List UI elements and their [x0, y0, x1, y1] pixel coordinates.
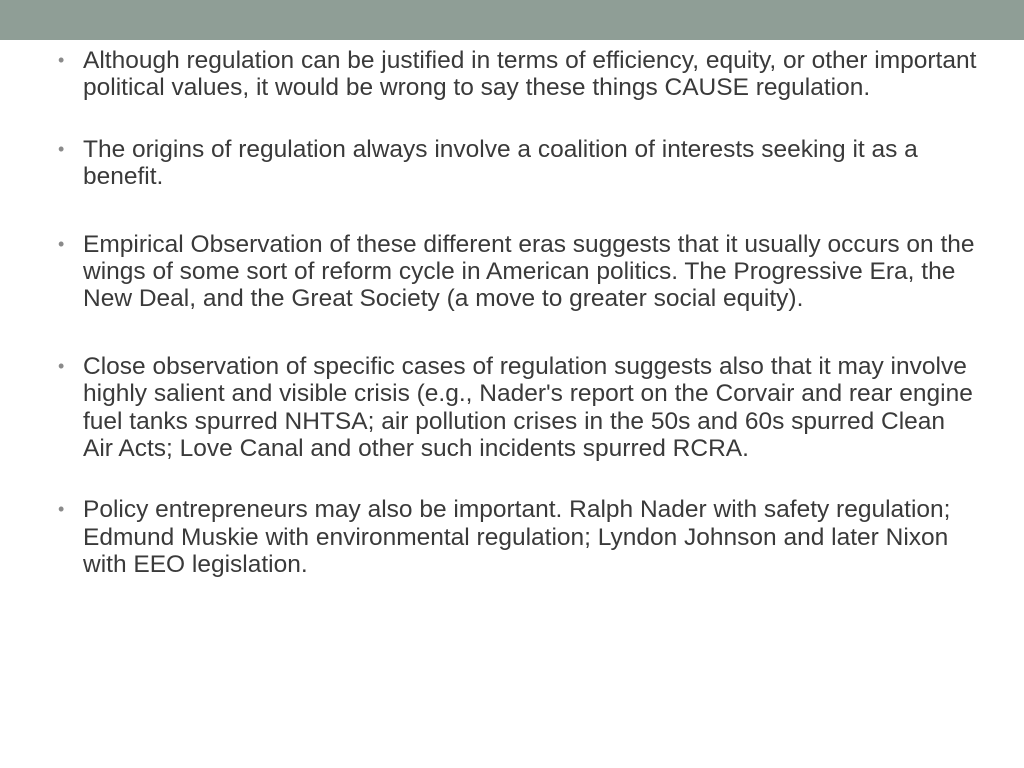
bullet-dot-icon: • — [58, 499, 65, 520]
bullet-item — [58, 231, 978, 313]
bullet-item — [58, 353, 978, 463]
bullet-text: Close observation of specific cases of regulation suggests also that it may involve highly salient and visible crisis (e.g., Nader's report on the Corvair and rear engine fuel tanks spurred NHTSA; air pollution crises in the 50s and 60s spurred Clean Air Acts; Love Canal and other such incidents spurred RCRA. — [83, 352, 973, 463]
slide-header-band — [0, 0, 1024, 40]
bullet-text: Policy entrepreneurs may also be important. Ralph Nader with safety regulation; Edmund Muskie with environmental regulation; Lyndon Johnson and later Nixon with EEO legislation. — [83, 496, 951, 579]
bullet-text: Although regulation can be justified in terms of efficiency, equity, or other important political values, it would be wrong to say these things CAUSE regulation. — [83, 47, 977, 102]
bullet-dot-icon: • — [58, 355, 65, 376]
bullet-item — [58, 496, 978, 578]
bullet-dot-icon: • — [58, 50, 65, 70]
bullet-list — [58, 47, 978, 579]
slide-body — [58, 47, 978, 579]
bullet-item — [58, 47, 978, 102]
bullet-item — [58, 136, 978, 191]
bullet-text: The origins of regulation always involve a coalition of interests seeking it as a benefit. — [83, 135, 918, 191]
bullet-text: Empirical Observation of these different eras suggests that it usually occurs on the wings of some sort of reform cycle in American politics. The Progressive Era, the New Deal, and the Great Society (a move to greater social equity). — [83, 230, 975, 313]
bullet-dot-icon: • — [58, 138, 65, 159]
bullet-dot-icon: • — [58, 233, 65, 254]
